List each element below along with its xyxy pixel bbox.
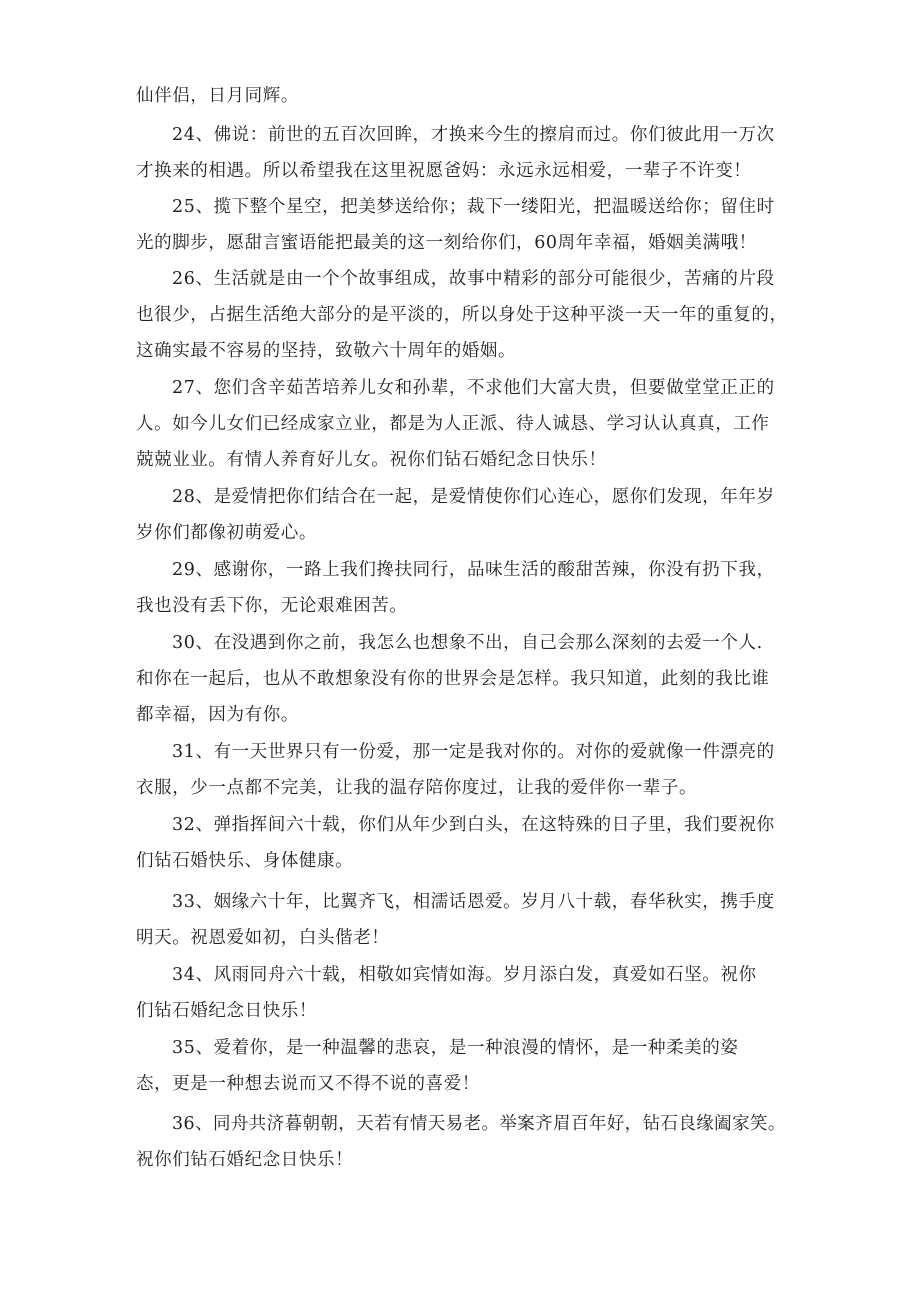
paragraph-32-line-2: 们钻石婚快乐、身体健康。 (136, 851, 354, 871)
paragraph-26-line-3: 这确实最不容易的坚持，致敬六十周年的婚姻。 (136, 341, 517, 361)
paragraph-36-line-1: 36、同舟共济暮朝朝，天若有情天易老。举案齐眉百年好，钻石良缘阖家笑。 (172, 1114, 786, 1134)
paragraph-26-line-2: 也很少，占据生活绝大部分的是平淡的，所以身处于这种平淡一天一年的重复的， (136, 305, 788, 325)
paragraph-34-line-1: 34、风雨同舟六十载，相敬如宾情如海。岁月添白发，真爱如石坚。祝你 (172, 965, 757, 985)
paragraph-32-line-1: 32、弹指挥间六十载，你们从年少到白头，在这特殊的日子里，我们要祝你 (172, 815, 775, 835)
paragraph-33-line-1: 33、姻缘六十年，比翼齐飞，相濡话恩爱。岁月八十载，春华秋实，携手度 (172, 892, 775, 912)
paragraph-29-line-1: 29、感谢你，一路上我们搀扶同行，品味生活的酸甜苦辣，你没有扔下我， (172, 560, 775, 580)
paragraph-27-line-1: 27、您们含辛茹苦培养儿女和孙辈，不求他们大富大贵，但要做堂堂正正的 (172, 378, 775, 398)
paragraph-28-line-2: 岁你们都像初萌爱心。 (136, 523, 317, 543)
paragraph-29-line-2: 我也没有丢下你，无论艰难困苦。 (136, 596, 408, 616)
paragraph-36-line-2: 祝你们钻石婚纪念日快乐！ (136, 1150, 354, 1170)
paragraph-35-line-2: 态，更是一种想去说而又不得不说的喜爱！ (136, 1074, 480, 1094)
paragraph-34-line-2: 们钻石婚纪念日快乐！ (136, 1001, 317, 1021)
paragraph-25-line-1: 25、揽下整个星空，把美梦送给你；裁下一缕阳光，把温暖送给你；留住时 (172, 197, 775, 217)
paragraph-26-line-1: 26、生活就是由一个个故事组成，故事中精彩的部分可能很少，苦痛的片段 (172, 269, 775, 289)
paragraph-25-line-2: 光的脚步，愿甜言蜜语能把最美的这一刻给你们，60周年幸福，婚姻美满哦！ (136, 233, 757, 253)
paragraph-27-line-2: 人。如今儿女们已经成家立业，都是为人正派、待人诚恳、学习认认真真，工作 (136, 414, 770, 434)
paragraph-35-line-1: 35、爱着你，是一种温馨的悲哀，是一种浪漫的情怀，是一种柔美的姿 (172, 1038, 739, 1058)
paragraph-24-line-1: 24、佛说：前世的五百次回眸，才换来今生的擦肩而过。你们彼此用一万次 (172, 125, 775, 145)
paragraph-27-line-3: 兢兢业业。有情人养育好儿女。祝你们钻石婚纪念日快乐！ (136, 450, 607, 470)
paragraph-33-line-2: 明天。祝恩爱如初，白头偕老！ (136, 928, 390, 948)
paragraph-28-line-1: 28、是爱情把你们结合在一起，是爱情使你们心连心，愿你们发现，年年岁 (172, 487, 775, 507)
paragraph-30-line-3: 都幸福，因为有你。 (136, 705, 299, 725)
paragraph-30-line-2: 和你在一起后，也从不敢想象没有你的世界会是怎样。我只知道，此刻的我比谁 (136, 669, 770, 689)
text-line: 仙伴侣，日月同辉。 (136, 86, 299, 106)
paragraph-30-line-1: 30、在没遇到你之前，我怎么也想象不出，自己会那么深刻的去爱一个人. (172, 633, 763, 653)
paragraph-31-line-2: 衣服，少一点都不完美，让我的温存陪你度过，让我的爱伴你一辈子。 (136, 778, 698, 798)
paragraph-31-line-1: 31、有一天世界只有一份爱，那一定是我对你的。对你的爱就像一件漂亮的 (172, 742, 775, 762)
paragraph-24-line-2: 才换来的相遇。所以希望我在这里祝愿爸妈：永远永远相爱，一辈子不许变！ (136, 161, 752, 181)
